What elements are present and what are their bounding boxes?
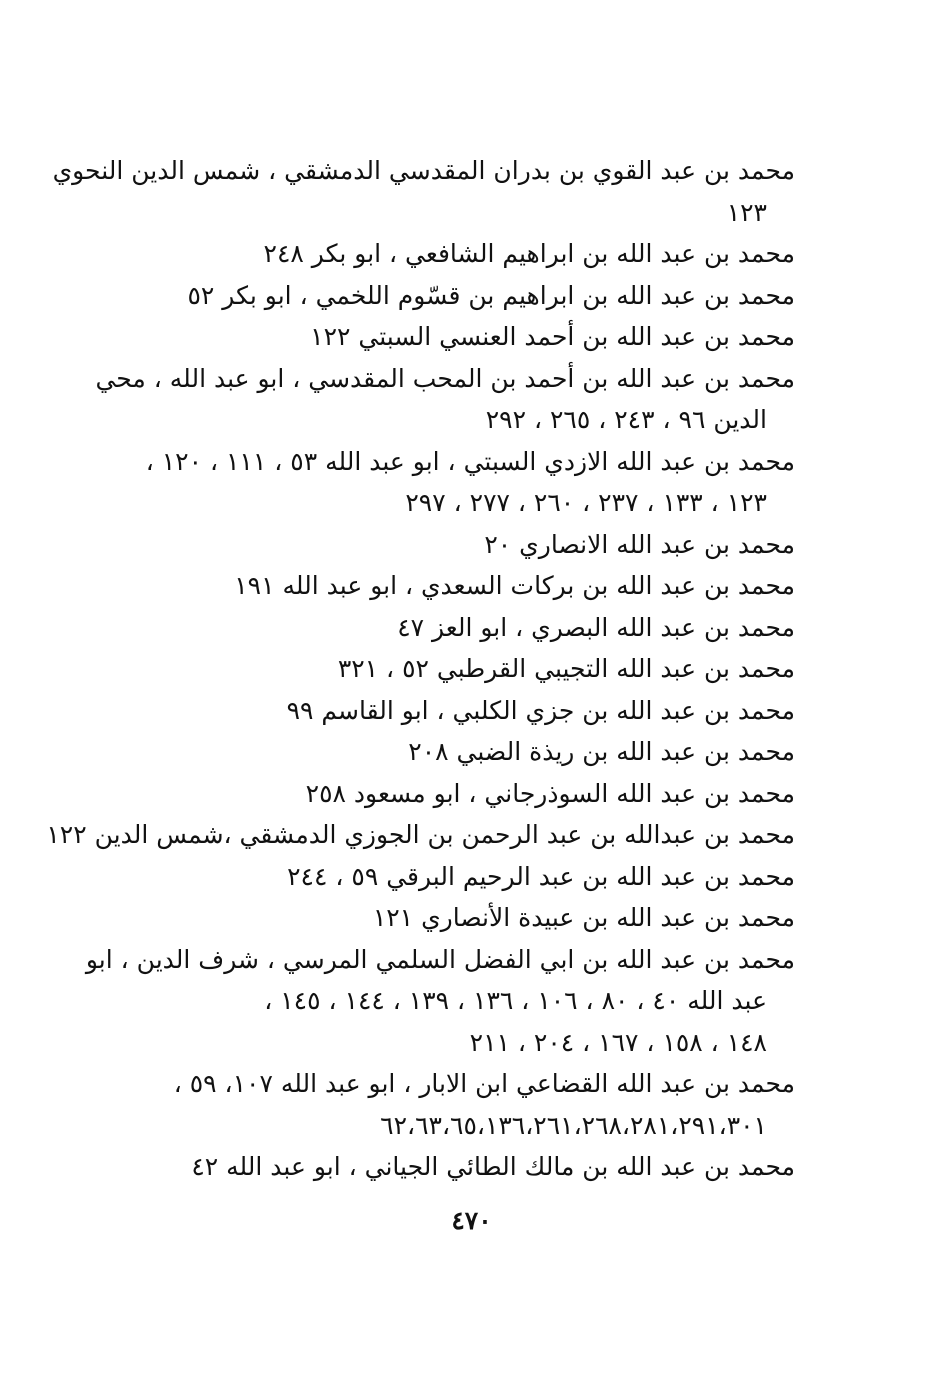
- index-entry: [135, 648, 795, 690]
- index-entry: [135, 690, 795, 732]
- index-entry: [135, 773, 795, 815]
- entry-line: محمد بن عبد الله الازدي السبتي ، ابو عبد الله ٥٣ ، ١١١ ، ١٢٠ ،: [145, 446, 795, 476]
- entry-line: محمد بن عبد الله بن عبيدة الأنصاري ١٢١: [372, 903, 795, 932]
- entry-line: محمد بن عبد الله بن أحمد العنسي السبتي ١٢٢: [310, 322, 795, 351]
- entry-line: محمد بن عبد الله البصري ، ابو العز ٤٧: [397, 612, 795, 642]
- index-entry: [95, 358, 795, 441]
- entry-line: محمد بن عبد الله التجيبي القرطبي ٥٢ ، ٣٢١: [337, 654, 795, 683]
- entry-line: محمد بن عبد الله بن عبد الرحيم البرقي ٥٩ ، ٢٤٤: [287, 861, 795, 891]
- entry-line: محمد بن عبد الله بن ابي الفضل السلمي المرسي ، شرف الدين ، ابو: [85, 944, 795, 974]
- index-entry: [52, 150, 795, 233]
- entry-line: محمد بن عبد الله السوذرجاني ، ابو مسعود ٢٥٨: [305, 778, 795, 808]
- entry-continuation-line: ١٢٣ ، ١٣٣ ، ٢٣٧ ، ٢٦٠ ، ٢٧٧ ، ٢٩٧: [405, 488, 767, 517]
- index-entry: [135, 1146, 795, 1188]
- index-entry: [135, 233, 795, 275]
- entry-line: محمد بن عبدالله بن عبد الرحمن بن الجوزي الدمشقي ،شمس الدين ١٢٢: [46, 820, 795, 849]
- entry-continuation-line: ١٢٣: [726, 197, 767, 227]
- entry-line: محمد بن عبد الله بن ابراهيم بن قسّوم اللخمي ، ابو بكر ٥٢: [187, 280, 795, 310]
- entry-continuation-line: ١٤٨ ، ١٥٨ ، ١٦٧ ، ٢٠٤ ، ٢١١: [469, 1027, 767, 1057]
- entry-line: محمد بن عبد الله بن جزي الكلبي ، ابو القاسم ٩٩: [286, 695, 795, 725]
- index-entry: [135, 607, 795, 649]
- entry-continuation-line: الدين ٩٦ ، ٢٤٣ ، ٢٦٥ ، ٢٩٢: [485, 405, 767, 434]
- entry-continuation-line: ٦٢،٦٣،٦٥،١٣٦،٢٦١،٢٦٨،٢٨١،٢٩١،٣٠١: [380, 1110, 767, 1140]
- index-entry: [135, 275, 795, 317]
- index-entry: [135, 856, 795, 898]
- index-entry: [135, 565, 795, 607]
- entry-line: محمد بن عبد الله بن ريذة الضبي ٢٠٨: [408, 737, 795, 766]
- index-entries: [46, 150, 795, 1188]
- index-entry: [135, 316, 795, 358]
- entry-line: محمد بن عبد الله بن بركات السعدي ، ابو عبد الله ١٩١: [234, 571, 795, 600]
- index-entry: [135, 524, 795, 566]
- index-entry: [135, 441, 795, 524]
- page-number: ٤٧٠: [451, 1206, 492, 1235]
- entry-line: محمد بن عبد الله بن ابراهيم الشافعي ، ابو بكر ٢٤٨: [263, 239, 795, 268]
- index-entry: [135, 731, 795, 773]
- entry-line: محمد بن عبد الله بن أحمد بن المحب المقدسي ، ابو عبد الله ، محي: [95, 363, 795, 393]
- index-entry: [85, 939, 795, 1064]
- index-entry: [135, 1063, 795, 1146]
- entry-line: محمد بن عبد الله القضاعي ابن الابار ، ابو عبد الله ١٠٧، ٥٩ ،: [173, 1069, 795, 1098]
- index-entry: [46, 814, 795, 856]
- entry-line: محمد بن عبد الله الانصاري ٢٠: [484, 529, 795, 559]
- entry-line: محمد بن عبد القوي بن بدران المقدسي الدمشقي ، شمس الدين النحوي: [52, 156, 795, 185]
- entry-continuation-line: عبد الله ٤٠ ، ٨٠ ، ١٠٦ ، ١٣٦ ، ١٣٩ ، ١٤٤ ، ١٤٥ ،: [264, 986, 767, 1015]
- index-entry: [135, 897, 795, 939]
- entry-line: محمد بن عبد الله بن مالك الطائي الجياني ، ابو عبد الله ٤٢: [191, 1152, 795, 1181]
